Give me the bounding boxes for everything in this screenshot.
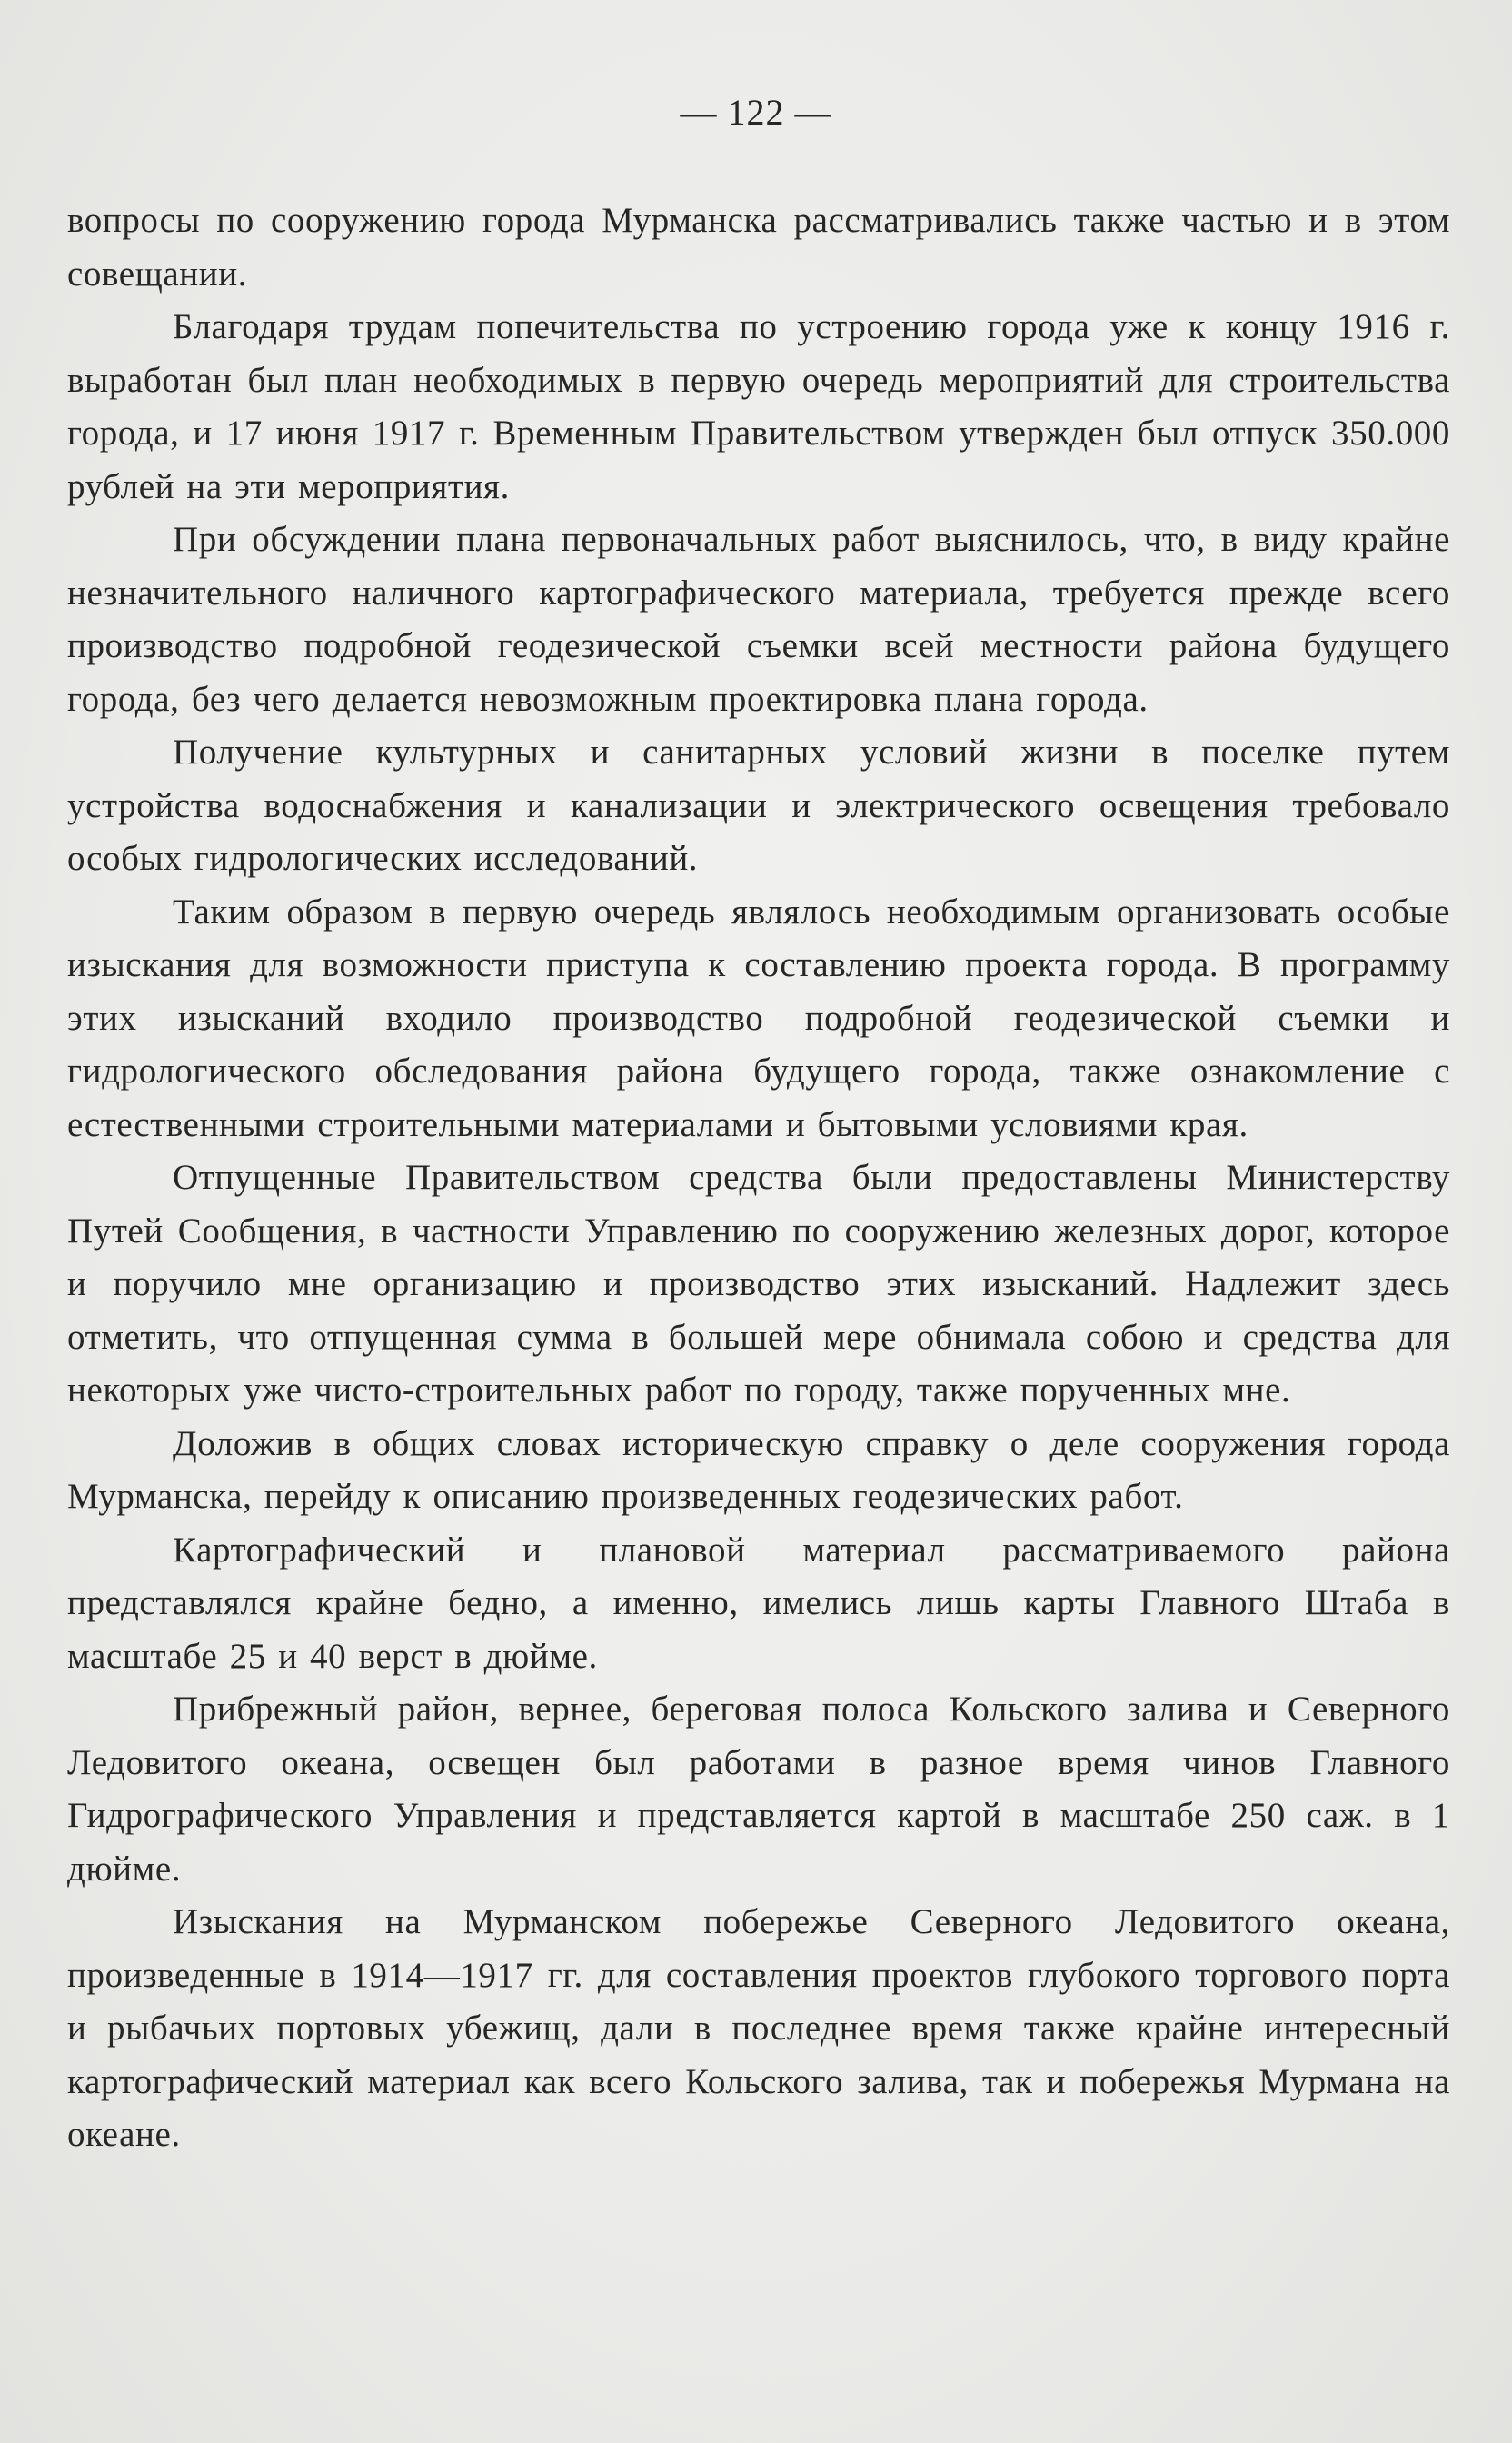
paragraph: Таким образом в первую очередь являлось необходимым организовать особые изыскания для возможности приступа к составлению проекта города. В программу этих изысканий входило производство подробной геодезической съемки и гидрологического обследования района будущего города, также ознакомление с естественными строительными материалами и бытовыми условиями края. [67,892,1450,1144]
paragraph: Прибрежный район, вернее, береговая полоса Кольского залива и Северного Ледовитого океана, освещен был работами в разное время чинов Главного Гидрографического Управления и представляется картой в масштабе 250 саж. в 1 дюйме. [67,1690,1450,1889]
paragraph: При обсуждении плана первоначальных работ выяснилось, что, в виду крайне незначительного наличного картографического материала, требуется прежде всего производство подробной геодезической съемки всей местности района будущего города, без чего делается невозможным проектировка плана города. [67,520,1450,719]
paragraph: Изыскания на Мурманском побережье Северного Ледовитого океана, произведенные в 1914—1917 гг. для составления проектов глубокого торгового порта и рыбачьих портовых убежищ, дали в последнее время также крайне интересный картографический материал как всего Кольского залива, так и побережья Мурмана на океане. [67,1902,1450,2154]
paragraph: Картографический и плановой материал рассматриваемого района представлялся крайне бедно, а именно, имелись лишь карты Главного Штаба в масштабе 25 и 40 верст в дюйме. [67,1530,1450,1676]
paragraph: Доложив в общих словах историческую справку о деле сооружения города Мурманска, перейду к описанию произведенных геодезических работ. [67,1423,1450,1516]
paragraph: Отпущенные Правительством средства были предоставлены Министерству Путей Сообщения, в частности Управлению по сооружению железных дорог, которое и поручило мне организацию и производство этих изысканий. Надлежит здесь отметить, что отпущенная сумма в большей мере обнимала собою и средства для некоторых уже чисто-строительных работ по городу, также порученных мне. [67,1158,1450,1410]
body-text [67,194,1450,2162]
paragraph: Благодаря трудам попечительства по устроению города уже к концу 1916 г. выработан был план необходимых в первую очередь мероприятий для строительства города, и 17 июня 1917 г. Временным Правительством утвержден был отпуск 350.000 рублей на эти мероприятия. [67,307,1450,506]
page-number: — 122 — [680,92,832,133]
paragraph: Получение культурных и санитарных условий жизни в поселке путем устройства водоснабжения и канализации и электрического освещения требовало особых гидрологических исследований. [67,733,1450,878]
paragraph-continuation: вопросы по сооружению города Мурманска рассматривались также частью и в этом совещании. [67,201,1450,294]
